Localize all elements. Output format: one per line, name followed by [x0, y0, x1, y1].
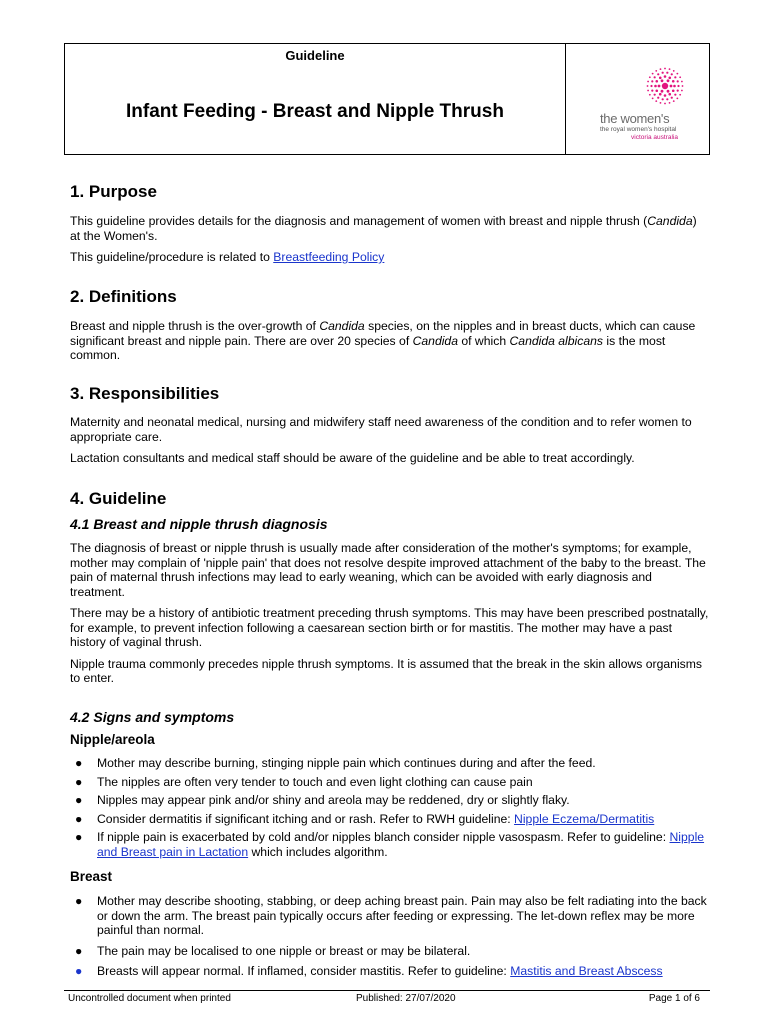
logo-dot	[654, 85, 657, 88]
logo-dot	[660, 68, 662, 70]
hospital-logo	[595, 64, 705, 144]
logo-dot	[677, 90, 679, 92]
logo-dot	[669, 102, 671, 104]
breastfeeding-policy-link[interactable]: Breastfeeding Policy	[273, 250, 385, 264]
logo-dot	[679, 94, 681, 96]
logo-dot	[647, 81, 649, 83]
logo-dot	[676, 73, 678, 75]
document-type: Guideline	[285, 48, 345, 63]
logo-dot	[658, 85, 661, 88]
list-item: ● Mother may describe shooting, stabbing, or deep aching breast pain. Pain may also be felt radiating into the back or down the arm. The breast pain typically occurs after feeding or expressing. The let-down reflex may be more painful than normal.	[75, 894, 707, 937]
mastitis-link[interactable]: Mastitis and Breast Abscess	[510, 964, 663, 978]
logo-dot	[673, 100, 675, 102]
logo-dot	[654, 94, 656, 96]
section-heading: 2. Definitions	[70, 287, 177, 306]
logo-dot	[677, 80, 679, 82]
responsibilities-paragraph-2: Lactation consultants and medical staff should be aware of the guideline and be able to treat accordingly.	[70, 451, 635, 465]
logo-dot	[660, 102, 662, 104]
section-heading: 1. Purpose	[70, 182, 157, 201]
diagnosis-paragraph-2: There may be a history of antibiotic treatment preceding thrush symptoms. This may have been prescribed postnatally, for example, to prevent infection following a caesarean section birth or for mastitis. The mother may have a past history of vaginal thrush.	[70, 606, 709, 649]
header-divider	[565, 44, 566, 154]
section-heading: 3. Responsibilities	[70, 384, 220, 403]
bullet-icon: ●	[75, 894, 83, 908]
logo-dot	[667, 90, 670, 93]
logo-dot	[679, 76, 681, 78]
logo-dot	[673, 70, 675, 72]
list-item: ● Consider dermatitis if significant itching and or rash. Refer to RWH guideline: Nipple Eczema/Dermatitis	[75, 811, 655, 826]
list-item: ● Nipples may appear pink and/or shiny and areola may be reddened, dry or slightly flaky.	[75, 793, 570, 807]
logo-dot	[662, 98, 664, 100]
logo-dot	[659, 76, 662, 79]
definitions-paragraph: Breast and nipple thrush is the over-growth of Candida species, on the nipples and in breast ducts, which can cause significant breast and nipple pain. There are over 20 species of Candida of which Candida albicans is the most common.	[70, 319, 696, 362]
nipple-areola-heading: Nipple/areola	[70, 732, 155, 747]
logo-dot	[654, 76, 656, 78]
nipple-symptom-list	[70, 756, 710, 859]
logo-dot	[668, 76, 671, 79]
logo-dot	[672, 80, 675, 83]
logo-dot	[669, 68, 671, 70]
logo-dot	[671, 73, 673, 75]
footer-published-date: Published: 27/07/2020	[356, 993, 456, 1004]
logo-dot	[673, 85, 676, 88]
bullet-icon: ●	[75, 830, 83, 844]
logo-dot	[677, 85, 679, 87]
breast-heading: Breast	[70, 869, 113, 884]
logo-dot	[661, 90, 664, 93]
logo-dot	[655, 80, 658, 83]
list-item: ● Mother may describe burning, stinging nipple pain which continues during and after the feed.	[75, 756, 596, 770]
diagnosis-paragraph-3: Nipple trauma commonly precedes nipple thrush symptoms. It is assumed that the break in the skin allows organisms to enter.	[70, 656, 703, 685]
logo-dot	[666, 98, 668, 100]
logo-center-dot	[662, 83, 668, 89]
list-item: ● If nipple pain is exacerbated by cold and/or nipples blanch consider nipple vasospasm. Refer to guideline: Nipple and Breast pain in Lactation which includes algorithm.	[75, 830, 705, 859]
bullet-icon: ●	[75, 811, 83, 826]
logo-dot	[674, 94, 676, 96]
bullet-icon: ●	[75, 756, 83, 770]
logo-dot	[662, 72, 664, 74]
section-responsibilities	[70, 384, 710, 466]
logo-dot	[666, 72, 668, 74]
logo-dot	[655, 89, 658, 92]
section-guideline	[70, 489, 710, 686]
logo-dot	[664, 94, 667, 97]
related-policy-paragraph: This guideline/procedure is related to Breastfeeding Policy	[70, 250, 385, 264]
logo-dot	[681, 90, 683, 92]
logo-dot	[670, 85, 673, 88]
logo-dot	[682, 85, 684, 87]
bullet-icon: ●	[75, 774, 83, 789]
purpose-paragraph: This guideline provides details for the diagnosis and management of women with breast and nipple thrush (Candida) at the Women's.	[70, 214, 697, 243]
page-footer	[64, 990, 710, 1004]
logo-dot	[652, 97, 654, 99]
logo-dot	[651, 90, 653, 92]
logo-dot	[652, 73, 654, 75]
list-item: ● The nipples are often very tender to touch and even light clothing can cause pain	[75, 774, 533, 789]
subsection-heading-signs: 4.2 Signs and symptoms	[70, 709, 235, 725]
bullet-icon: ●	[75, 964, 83, 978]
logo-dot	[676, 97, 678, 99]
section-purpose	[70, 182, 710, 265]
logo-dot	[667, 79, 670, 82]
breast-symptom-list	[70, 894, 710, 979]
list-item: ● Breasts will appear normal. If inflamed, consider mastitis. Refer to guideline: Mastitis and Breast Abscess	[75, 964, 663, 978]
logo-dot	[664, 75, 667, 78]
diagnosis-paragraph-1: The diagnosis of breast or nipple thrush is usually made after consideration of the mother's symptoms; for example, mother may complain of 'nipple pain' that does not resolve despite improved attachment of the baby to the breast. The pain of maternal thrush infections may lead to early weaning, which can be avoided with early diagnosis and treatment.	[70, 541, 706, 599]
nipple-breast-pain-link[interactable]: Nipple and Breast pain in Lactation	[97, 830, 705, 859]
logo-dot	[649, 76, 651, 78]
nipple-eczema-link[interactable]: Nipple Eczema/Dermatitis	[514, 811, 655, 826]
logo-dot	[674, 76, 676, 78]
section-signs-symptoms	[70, 709, 710, 979]
document-header	[64, 43, 710, 155]
logo-dot	[647, 85, 649, 87]
logo-dot	[671, 97, 673, 99]
logo-dot	[647, 90, 649, 92]
responsibilities-paragraph-1: Maternity and neonatal medical, nursing and midwifery staff need awareness of the condition and to refer women to appropriate care.	[70, 415, 692, 444]
logo-dot	[668, 93, 671, 96]
sunburst-logo-icon	[595, 64, 705, 114]
logo-dot	[659, 93, 662, 96]
logo-dot	[672, 89, 675, 92]
page-title: Infant Feeding - Breast and Nipple Thrush	[126, 101, 504, 122]
section-heading: 4. Guideline	[70, 489, 167, 508]
logo-dot	[664, 103, 666, 105]
logo-name: the women's	[600, 111, 670, 126]
logo-dot	[657, 73, 659, 75]
logo-dot	[649, 94, 651, 96]
bullet-icon: ●	[75, 943, 83, 958]
logo-dot	[655, 100, 657, 102]
list-item: ● The pain may be localised to one nipple or breast or may be bilateral.	[75, 943, 471, 958]
logo-dot	[657, 97, 659, 99]
logo-subtitle: the royal women's hospital	[600, 126, 677, 133]
logo-dot	[651, 80, 653, 82]
bullet-icon: ●	[75, 793, 83, 807]
logo-dot	[661, 79, 664, 82]
logo-dot	[655, 70, 657, 72]
subsection-heading-diagnosis: 4.1 Breast and nipple thrush diagnosis	[70, 516, 328, 532]
logo-location: victoria australia	[631, 134, 678, 141]
footer-uncontrolled-note: Uncontrolled document when printed	[68, 993, 231, 1004]
section-definitions	[70, 287, 710, 363]
logo-dot	[650, 85, 652, 87]
logo-dot	[664, 68, 666, 70]
logo-dot	[681, 81, 683, 83]
footer-page-number: Page 1 of 6	[648, 993, 700, 1004]
